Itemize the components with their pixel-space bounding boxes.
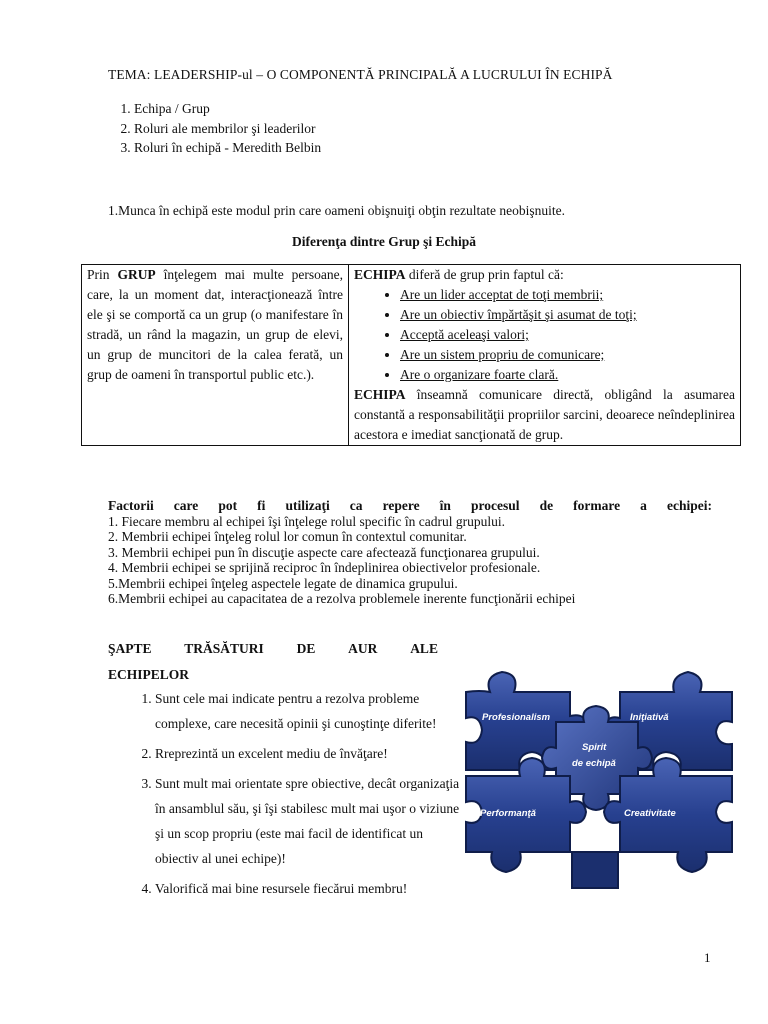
topic-item: 2. Roluri ale membrilor şi leaderilor [134,119,321,139]
team-outro-text: înseamnă comunicare directă, obligând la asumarea constantă a responsabilităţii propriilor sarcini, deoarece neîndeplinirea acestora e imediat sancţionată de grup. [354,387,735,442]
heading-line-2: ECHIPELOR [108,667,190,682]
puzzle-label: Iniţiativă [630,712,669,723]
factor-item: 6.Membrii echipei au capacitatea de a rezolva problemele inerente funcţionării echipei [108,591,576,606]
teamwork-puzzle-image [460,652,740,901]
document-title: TEMA: LEADERSHIP-ul – O COMPONENTĂ PRINCIPALĂ A LUCRULUI ÎN ECHIPĂ [108,67,613,82]
team-term: ECHIPA [354,267,406,282]
team-intro [354,265,735,285]
factor-item: 5.Membrii echipei înţeleg aspectele legate de dinamica grupului. [108,575,458,591]
heading-word: ŞAPTE [108,641,152,656]
group-term: GRUP [117,267,156,282]
group-definition-cell [82,265,349,446]
section-heading: Diferenţa dintre Grup şi Echipă [291,234,476,249]
factor-item: 4. Membrii echipei se sprijină reciproc în îndeplinirea obiectivelor profesionale. [108,560,541,575]
factors-heading: Factorii care pot fi utilizaţi ca repere în procesul de formare a echipei: [108,498,712,513]
team-trait: • Are un sistem propriu de comunicare; [400,345,735,365]
puzzle-label: Creativitate [624,808,676,819]
group-def-lead: Prin [87,267,118,282]
team-intro-text: diferă de grup prin faptul că: [405,267,564,282]
topic-item: 1. Echipa / Grup [134,99,321,119]
puzzle-label: de echipă [572,758,616,769]
group-def-text: înţelegem mai multe persoane, care, la un moment dat, interacţionează între ele şi se comportă ca un grup (o manifestare în stradă, un rând la magazin, un grup de elevi, un grup de muncitori de la calea ferată, un grup de oameni în transportul public etc.). [87,267,343,382]
factor-item: 2. Membrii echipei înţeleg rolul lor comun în contextul comunitar. [108,529,467,544]
golden-trait: 3. Sunt mult mai orientate spre obiective, decât organizaţia în ansamblul său, şi îşi stabilesc mult mai uşor o viziune şi un scop propriu (este mai facil de identificat un obiectiv al unei echipe)! [155,771,467,871]
team-traits-list [354,285,735,385]
topic-item: 3. Roluri în echipă - Meredith Belbin [134,138,321,158]
golden-trait: 2. Rreprezintă un excelent mediu de învăţare! [155,741,467,766]
group-vs-team-table [81,264,741,446]
heading-word: AUR [348,641,378,656]
golden-traits-heading [108,636,438,688]
heading-word: TRĂSĂTURI [184,641,264,656]
page-number: 1 [704,950,711,965]
team-definition-cell [349,265,741,446]
golden-trait: 1. Sunt cele mai indicate pentru a rezolva probleme complexe, care necesită opinii şi cunoştinţe diferite! [155,686,467,736]
team-term: ECHIPA [354,387,406,402]
team-trait: • Are un obiectiv împărtăşit şi asumat de toţi; [400,305,735,325]
golden-traits-list [128,686,467,906]
factors-section [108,498,712,607]
group-definition [87,265,343,385]
factor-item: 3. Membrii echipei pun în discuţie aspecte care afectează funcţionarea grupului. [108,544,540,560]
topics-list [108,99,321,158]
puzzle-label: Performanţă [480,808,536,819]
team-trait: • Acceptă aceleaşi valori; [400,325,735,345]
puzzle-label: Profesionalism [482,712,551,723]
factor-item: 1. Fiecare membru al echipei îşi înţelege rolul specific în cadrul grupului. [108,513,505,529]
heading-word: DE [296,641,316,656]
puzzle-graphic [460,652,740,896]
team-trait: • Are un lider acceptat de toţi membrii; [400,285,735,305]
heading-word: ALE [410,641,438,656]
puzzle-label: Spirit [582,742,607,753]
team-trait: • Are o organizare foarte clară. [400,365,735,385]
puzzle-piece-bottom-middle [572,852,618,888]
intro-paragraph: 1.Munca în echipă este modul prin care oameni obişnuiţi obţin rezultate neobişnuite. [108,203,565,218]
team-outro [354,385,735,445]
golden-trait: 4. Valorifică mai bine resursele fiecărui membru! [155,876,467,901]
